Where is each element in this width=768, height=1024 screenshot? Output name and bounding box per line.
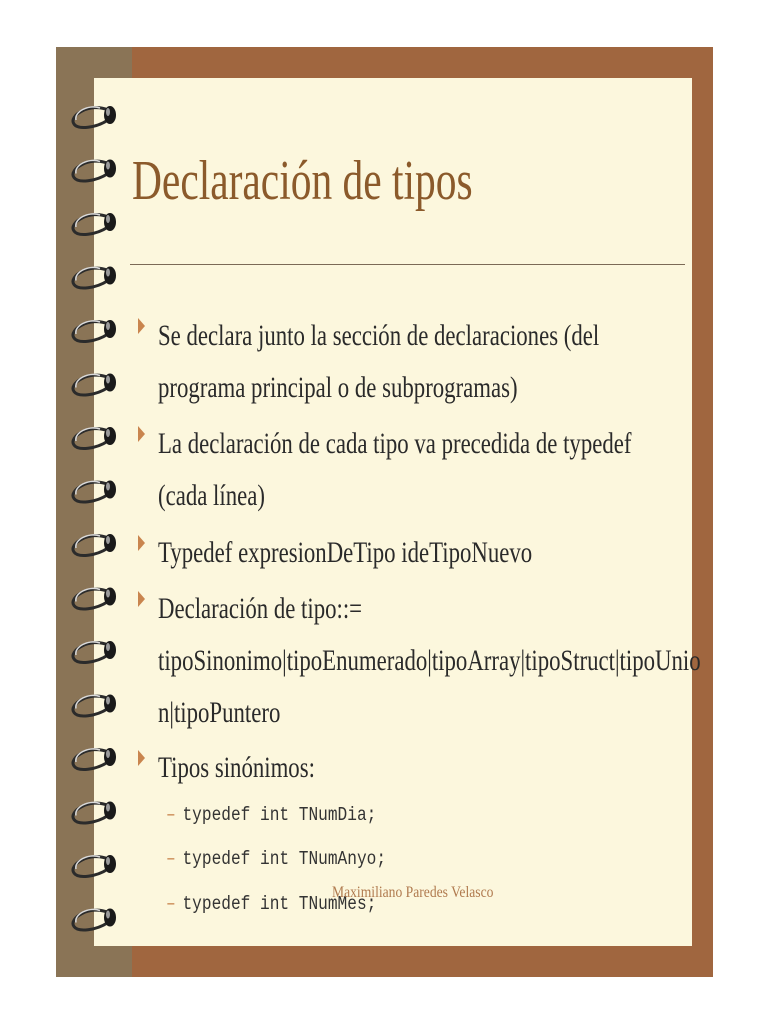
sub-marker: – (166, 893, 176, 915)
binding-ring-icon (73, 106, 116, 127)
bullet-marker-icon (138, 591, 145, 607)
binding-ring-icon (73, 160, 116, 181)
binding-ring-icon (73, 748, 116, 769)
sub-item (166, 848, 386, 870)
binding-ring-icon (73, 588, 116, 609)
sub-item (166, 804, 376, 826)
binding-ring-icon (73, 320, 116, 341)
bullet-text: La declaración de cada tipo va precedida de typedef (cada línea) (158, 427, 632, 512)
binding-ring-icon (73, 213, 116, 234)
binding-ring-icon (73, 267, 116, 288)
sub-marker: – (166, 848, 176, 870)
sub-item-text: typedef int TNumAnyo; (182, 848, 387, 870)
binding-ring-icon (73, 534, 116, 555)
sub-marker: – (166, 804, 176, 826)
binding-ring-icon (73, 481, 116, 502)
bullet-marker-icon (138, 750, 145, 766)
binding-ring-icon (73, 427, 116, 448)
bullet-text: Tipos sinónimos: (158, 751, 315, 784)
sub-item-text: typedef int TNumDia; (182, 804, 377, 826)
binding-ring-icon (73, 641, 116, 662)
bullet-marker-icon (138, 535, 145, 551)
binding-ring-icon (73, 695, 116, 716)
binding-ring-icon (73, 374, 116, 395)
bullet-text: Declaración de tipo::= tipoSinonimo|tipoEnumerado|tipoArray|tipoStruct|tipoUnio n|tipoPuntero (158, 592, 701, 729)
bullet-text: Se declara junto la sección de declaraciones (del programa principal o de subprogramas) (158, 319, 600, 404)
binding-ring-icon (73, 802, 116, 823)
sub-item-text: typedef int TNumMes; (182, 893, 377, 915)
footer-author: Maximiliano Paredes Velasco (332, 884, 494, 901)
binding-ring-icon (73, 855, 116, 876)
bullet-text: Typedef expresionDeTipo ideTipoNuevo (158, 536, 533, 569)
binding-ring-icon (73, 909, 116, 930)
spiral-rings-icon (60, 92, 130, 942)
slide-title: Declaración de tipos (132, 150, 473, 212)
title-divider (130, 264, 685, 265)
bullet-marker-icon (138, 318, 145, 334)
bullet-marker-icon (138, 426, 145, 442)
